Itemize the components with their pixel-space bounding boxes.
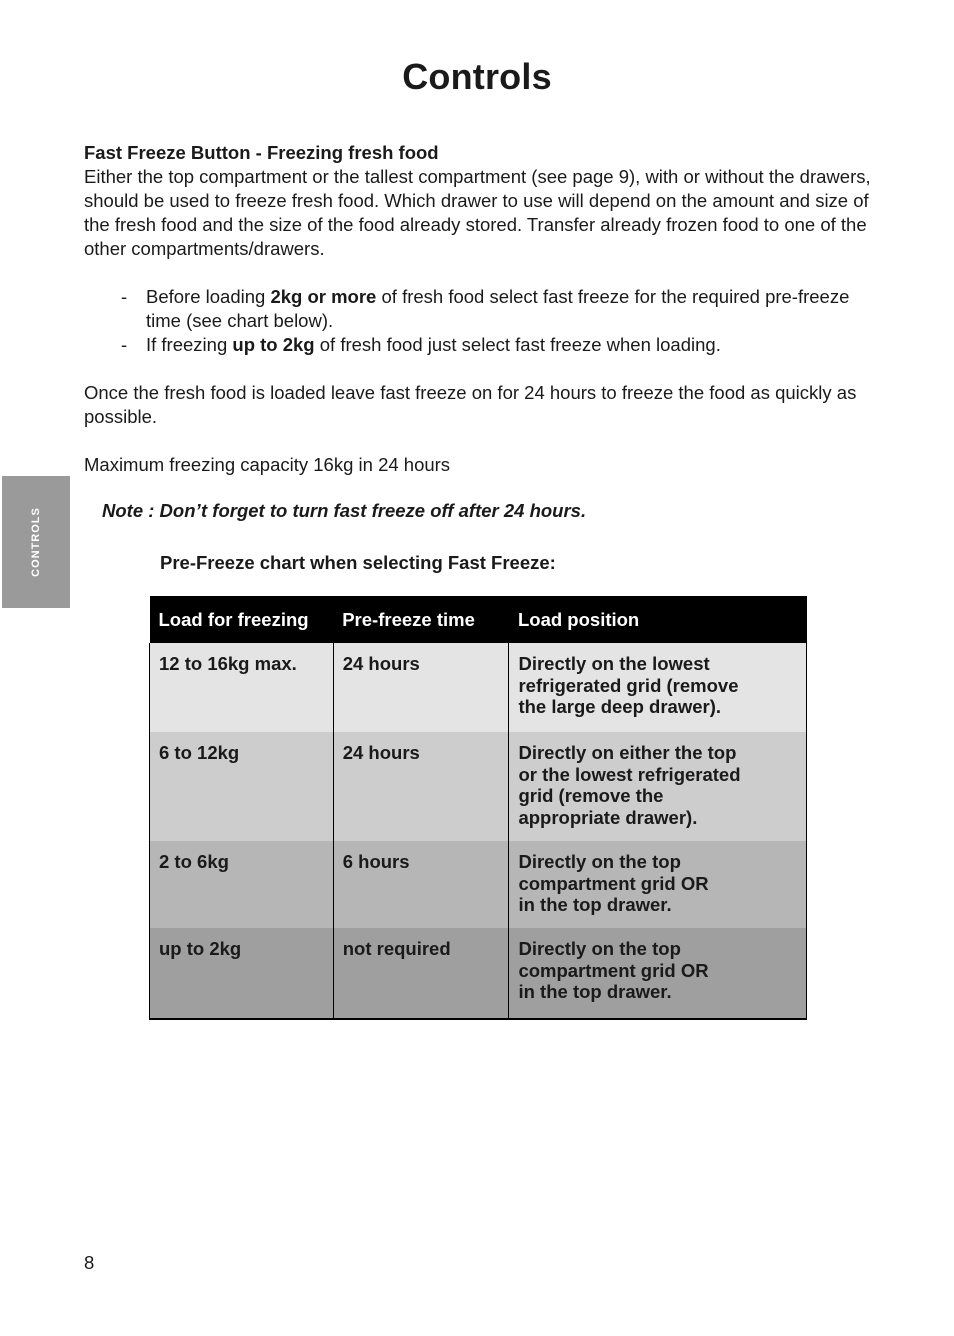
load-cell: 6 to 12kg — [150, 732, 334, 841]
table-row — [150, 841, 807, 928]
main-content — [84, 141, 874, 477]
loading-paragraph: Once the fresh food is loaded leave fast freeze on for 24 hours to freeze the food as quickly as possible. — [84, 382, 857, 427]
capacity-text: Maximum freezing capacity 16kg in 24 hours — [84, 454, 451, 475]
position-cell: Directly on the top compartment grid OR in the top drawer. — [509, 928, 807, 1019]
load-cell: up to 2kg — [150, 928, 334, 1019]
position-cell: Directly on the top compartment grid OR in the top drawer. — [509, 841, 807, 928]
bullet-emphasis: up to 2kg — [232, 334, 315, 355]
page-number: 8 — [84, 1252, 95, 1273]
position-cell: Directly on the lowest refrigerated grid (remove the large deep drawer). — [509, 643, 807, 732]
time-cell: 24 hours — [333, 643, 509, 732]
table-row — [150, 732, 807, 841]
table-row — [150, 928, 807, 1019]
side-tab-label: CONTROLS — [30, 507, 42, 577]
time-cell: 6 hours — [333, 841, 509, 928]
bullet-item — [84, 285, 874, 333]
section-heading: Fast Freeze Button - Freezing fresh food — [84, 142, 439, 163]
time-cell: not required — [333, 928, 509, 1019]
spacer — [84, 357, 874, 381]
table-header-row — [150, 596, 807, 643]
column-header: Pre-freeze time — [333, 596, 509, 643]
time-cell: 24 hours — [333, 732, 509, 841]
bullet-item — [84, 333, 874, 357]
load-cell: 2 to 6kg — [150, 841, 334, 928]
spacer — [84, 429, 874, 453]
column-header: Load for freezing — [150, 596, 334, 643]
side-section-tab — [2, 476, 70, 608]
load-cell: 12 to 16kg max. — [150, 643, 334, 732]
spacer — [84, 261, 874, 285]
column-header: Load position — [509, 596, 807, 643]
intro-paragraph: Either the top compartment or the tallest compartment (see page 9), with or without the drawers, should be used to freeze fresh food. Which drawer to use will depend on the amount and size of the fresh food and the size of the food already stored. Transfer already frozen food to one of the other compartments/drawers. — [84, 166, 871, 259]
bullet-list — [84, 285, 874, 357]
position-cell: Directly on either the top or the lowest refrigerated grid (remove the appropriate drawer). — [509, 732, 807, 841]
bullet-dash: - — [121, 286, 128, 307]
bullet-emphasis: 2kg or more — [270, 286, 377, 307]
bullet-text: of fresh food select fast freeze for the required pre-freeze time (see chart below). — [146, 286, 850, 331]
bullet-dash: - — [121, 334, 128, 355]
bullet-text: Before loading — [146, 286, 271, 307]
bullet-text: of fresh food just select fast freeze when loading. — [314, 334, 721, 355]
bullet-text: If freezing — [146, 334, 233, 355]
table-row — [150, 643, 807, 732]
note-text: Note : Don’t forget to turn fast freeze off after 24 hours. — [102, 500, 587, 521]
chart-caption: Pre-Freeze chart when selecting Fast Freeze: — [160, 552, 556, 573]
page-title: Controls — [402, 56, 552, 97]
pre-freeze-table — [149, 596, 807, 1020]
